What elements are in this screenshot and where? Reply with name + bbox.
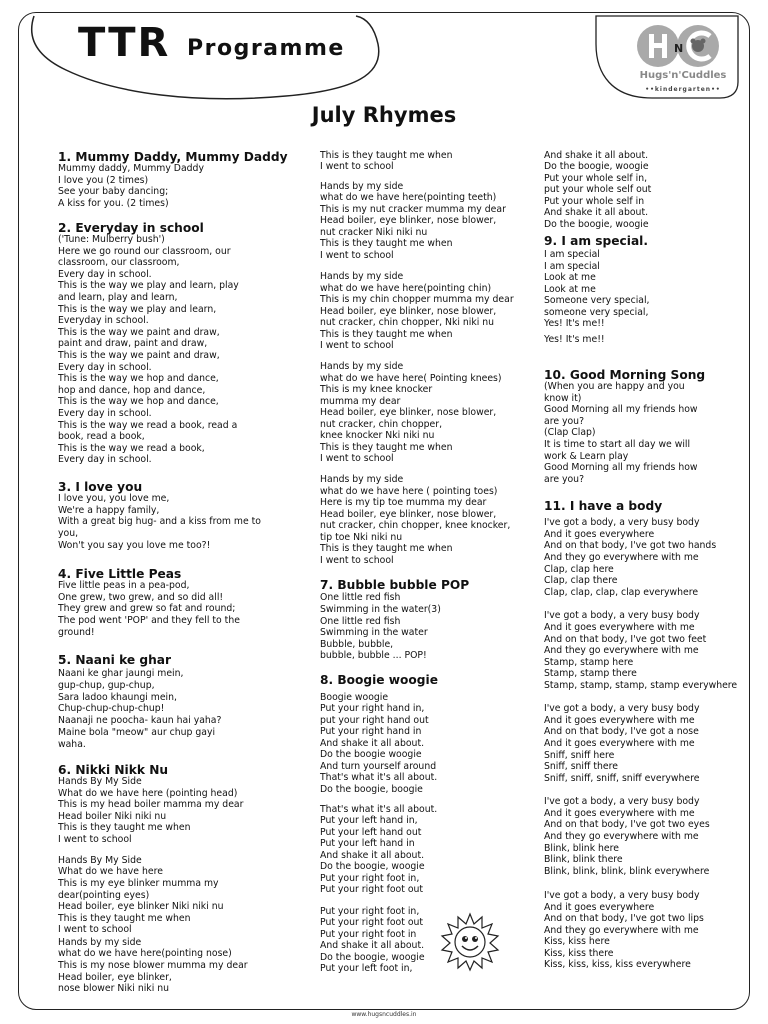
rhyme-line: Naani ke ghar jaungi mein, — [58, 668, 184, 679]
rhyme-line: Mummy daddy, Mummy Daddy — [58, 163, 204, 174]
rhyme-line: This is they taught me when — [320, 238, 453, 249]
rhyme-line: One little red fish — [320, 616, 401, 627]
rhyme-line: Hands by my side — [320, 361, 404, 372]
rhyme-line: Look at me — [544, 272, 596, 283]
rhyme-line: Maine bola "meow" aur chup gayi — [58, 727, 216, 738]
rhyme-line: Clap, clap, clap, clap everywhere — [544, 587, 699, 598]
rhyme-line: And on that body, I've got two lips — [544, 913, 704, 924]
rhyme-line: I went to school — [58, 834, 132, 845]
rhyme-heading: 7. Bubble bubble POP — [320, 578, 470, 592]
page-title: July Rhymes — [311, 103, 457, 127]
rhyme-line: Swimming in the water — [320, 627, 428, 638]
rhyme-line: I've got a body, a very busy body — [544, 517, 700, 528]
rhyme-line: Every day in school. — [58, 454, 152, 465]
rhyme-line: Clap, clap there — [544, 575, 618, 586]
rhyme-line: Stamp, stamp there — [544, 668, 637, 679]
rhyme-line: Hands by my side — [320, 181, 404, 192]
rhyme-line: And on that body, I've got two feet — [544, 634, 707, 645]
rhyme-line: And it goes everywhere with me — [544, 738, 695, 749]
rhyme-line: And on that body, I've got two eyes — [544, 819, 710, 830]
rhyme-line: Hands By My Side — [58, 776, 142, 787]
rhyme-line: nut cracker, chin chopper, Nki niki nu — [320, 317, 495, 328]
svg-text:N: N — [674, 42, 684, 55]
rhyme-line: Bubble, bubble, — [320, 639, 394, 650]
rhyme-line: One grew, two grew, and so did all! — [58, 592, 224, 603]
rhyme-line: Every day in school. — [58, 362, 152, 373]
rhyme-line: Blink, blink, blink, blink everywhere — [544, 866, 710, 877]
rhyme-line: Do the boogie, woogie — [544, 219, 649, 230]
rhyme-line: what do we have here( Pointing knees) — [320, 373, 502, 384]
rhyme-line: And it goes everywhere with me — [544, 715, 695, 726]
rhyme-heading: 11. I have a body — [544, 499, 663, 513]
rhyme-line: nut cracker Niki niki nu — [320, 227, 428, 238]
rhyme-line: Good Morning all my friends how — [544, 462, 698, 473]
rhyme-line: Sniff, sniff there — [544, 761, 618, 772]
rhyme-line: I love you, you love me, — [58, 493, 170, 504]
rhyme-line: The pod went 'POP' and they fell to the — [58, 615, 240, 626]
rhyme-line: This is the way we paint and draw, — [58, 327, 220, 338]
rhyme-line: Look at me — [544, 284, 596, 295]
rhyme-line: I love you (2 times) — [58, 175, 149, 186]
rhyme-line: I went to school — [320, 161, 394, 172]
rhyme-line: I went to school — [58, 924, 132, 935]
rhyme-line: And shake it all about. — [544, 207, 649, 218]
rhyme-line: nose blower Niki niki nu — [58, 983, 170, 994]
rhyme-line: This is the way we play and learn, play — [58, 280, 239, 291]
rhyme-heading: 9. I am special. — [544, 234, 648, 248]
rhyme-line: (When you are happy and you — [544, 381, 685, 392]
rhyme-line: Put your right hand in, — [320, 703, 425, 714]
rhyme-line: Head boiler, eye blinker, nose blower, — [320, 509, 497, 520]
rhyme-line: Blink, blink here — [544, 843, 619, 854]
rhyme-line: Five little peas in a pea-pod, — [58, 580, 190, 591]
rhyme-line: Yes! It's me!! — [544, 318, 605, 329]
rhyme-line: classroom, our classroom, — [58, 257, 180, 268]
programme-title-word: Programme — [187, 36, 345, 61]
rhyme-line: See your baby dancing; — [58, 186, 169, 197]
rhyme-line: This is my nut cracker mumma my dear — [320, 204, 506, 215]
rhyme-line: put your right hand out — [320, 715, 429, 726]
rhyme-line: And it goes everywhere — [544, 902, 655, 913]
rhyme-line: Put your whole self in, — [544, 173, 648, 184]
rhyme-line: Put your left hand out — [320, 827, 422, 838]
logo-name: Hugs'n'Cuddles — [639, 70, 727, 81]
rhyme-line: I went to school — [320, 453, 394, 464]
rhyme-line: waha. — [58, 739, 86, 750]
rhyme-line: Head boiler, eye blinker, nose blower, — [320, 306, 497, 317]
rhyme-line: Put your right foot in, — [320, 906, 420, 917]
rhyme-line: Put your left hand in, — [320, 815, 418, 826]
rhyme-line: This is my head boiler mamma my dear — [58, 799, 244, 810]
rhyme-line: Head boiler, eye blinker Niki niki nu — [58, 901, 224, 912]
rhyme-line: This is they taught me when — [320, 329, 453, 340]
rhyme-line: I am special — [544, 261, 600, 272]
rhyme-line: This is they taught me when — [320, 442, 453, 453]
rhyme-line: Here is my tip toe mumma my dear — [320, 497, 487, 508]
rhyme-line: I went to school — [320, 250, 394, 261]
rhyme-line: Put your right foot in, — [320, 873, 420, 884]
rhyme-line: Hands by my side — [320, 474, 404, 485]
rhyme-line: And they go everywhere with me — [544, 645, 699, 656]
rhyme-line: Do the boogie woogie — [320, 749, 422, 760]
rhyme-line: And they go everywhere with me — [544, 831, 699, 842]
rhyme-line: With a great big hug- and a kiss from me to — [58, 516, 261, 527]
rhyme-line: dear(pointing eyes) — [58, 890, 150, 901]
logo-subtitle: ••kindergarten•• — [645, 86, 721, 93]
rhyme-line: This is the way we play and learn, — [58, 304, 217, 315]
rhyme-line: Put your whole self in — [544, 196, 645, 207]
rhyme-heading: 3. I love you — [58, 480, 143, 494]
rhyme-line: This is the way we read a book, — [58, 443, 205, 454]
rhyme-line: Here we go round our classroom, our — [58, 246, 231, 257]
rhyme-line: And shake it all about. — [320, 940, 425, 951]
rhyme-line: knee knocker Nki niki nu — [320, 430, 435, 441]
rhyme-line: Hands by my side — [320, 271, 404, 282]
rhyme-line: One little red fish — [320, 592, 401, 603]
rhyme-line: I've got a body, a very busy body — [544, 796, 700, 807]
rhyme-line: Sniff, sniff, sniff, sniff everywhere — [544, 773, 700, 784]
rhyme-line: Chup-chup-chup-chup! — [58, 703, 165, 714]
rhyme-line: book, read a book, — [58, 431, 145, 442]
rhyme-line: Do the boogie, boogie — [320, 784, 423, 795]
rhyme-line: Swimming in the water(3) — [320, 604, 441, 615]
rhyme-line: This is they taught me when — [320, 150, 453, 161]
rhyme-line: Every day in school. — [58, 269, 152, 280]
rhyme-line: This is they taught me when — [58, 822, 191, 833]
rhyme-line: I went to school — [320, 340, 394, 351]
rhyme-line: what do we have here(pointing chin) — [320, 283, 492, 294]
rhyme-line: put your whole self out — [544, 184, 652, 195]
rhyme-line: I went to school — [320, 555, 394, 566]
rhyme-line: Blink, blink there — [544, 854, 623, 865]
rhyme-line: Clap, clap here — [544, 564, 614, 575]
rhyme-line: nut cracker, chin chopper, knee knocker, — [320, 520, 511, 531]
rhyme-heading: 1. Mummy Daddy, Mummy Daddy — [58, 150, 288, 164]
rhyme-line: And on that body, I've got two hands — [544, 540, 717, 551]
rhyme-line: Everyday in school. — [58, 315, 149, 326]
rhyme-line: Do the boogie, woogie — [544, 161, 649, 172]
rhyme-line: I've got a body, a very busy body — [544, 703, 700, 714]
rhyme-line: And shake it all about. — [544, 150, 649, 161]
rhyme-heading: 5. Naani ke ghar — [58, 653, 172, 667]
rhyme-line: This is the way we hop and dance, — [58, 396, 219, 407]
rhyme-line: This is my eye blinker mumma my — [58, 878, 219, 889]
rhyme-line: This is they taught me when — [320, 543, 453, 554]
rhyme-line: A kiss for you. (2 times) — [58, 198, 169, 209]
rhyme-line: Put your right hand in — [320, 726, 422, 737]
rhyme-heading: 2. Everyday in school — [58, 221, 204, 235]
rhyme-line: know it) — [544, 393, 582, 404]
rhyme-heading: 8. Boogie woogie — [320, 673, 438, 687]
rhyme-line: This is the way we paint and draw, — [58, 350, 220, 361]
rhyme-line: are you? — [544, 474, 585, 485]
rhyme-line: Naanaji ne poocha- kaun hai yaha? — [58, 715, 222, 726]
rhyme-line: And they go everywhere with me — [544, 552, 699, 563]
rhyme-line: Good Morning all my friends how — [544, 404, 698, 415]
rhyme-line: That's what it's all about. — [320, 804, 438, 815]
rhyme-line: What do we have here (pointing head) — [58, 788, 238, 799]
rhyme-line: ground! — [58, 627, 95, 638]
rhyme-line: (Clap Clap) — [544, 427, 596, 438]
rhyme-heading: 4. Five Little Peas — [58, 567, 182, 581]
rhyme-line: are you? — [544, 416, 585, 427]
rhyme-line: I've got a body, a very busy body — [544, 890, 700, 901]
rhyme-line: what do we have here(pointing nose) — [58, 948, 232, 959]
rhyme-line: It is time to start all day we will — [544, 439, 691, 450]
smiling-sun-icon — [440, 912, 500, 972]
rhyme-line: And on that body, I've got a nose — [544, 726, 699, 737]
rhyme-line: That's what it's all about. — [320, 772, 438, 783]
rhyme-line: And they go everywhere with me — [544, 925, 699, 936]
rhyme-line: And shake it all about. — [320, 850, 425, 861]
hnc-logo-icon — [636, 22, 722, 70]
rhyme-line: Every day in school. — [58, 408, 152, 419]
rhyme-line: ('Tune: Mulberry bush') — [58, 234, 165, 245]
rhyme-line: tip toe Nki niki nu — [320, 532, 403, 543]
rhyme-line: Head boiler, eye blinker, nose blower, — [320, 407, 497, 418]
rhyme-line: someone very special, — [544, 307, 649, 318]
rhyme-line: Put your left foot in, — [320, 963, 413, 974]
rhyme-line: and learn, play and learn, — [58, 292, 178, 303]
rhyme-line: Head boiler, eye blinker, nose blower, — [320, 215, 497, 226]
rhyme-line: And shake it all about. — [320, 738, 425, 749]
rhyme-line: Do the boogie, woogie — [320, 952, 425, 963]
rhyme-line: We're a happy family, — [58, 505, 160, 516]
rhyme-line: Hands By My Side — [58, 855, 142, 866]
rhyme-line: And turn yourself around — [320, 761, 437, 772]
rhyme-line: Someone very special, — [544, 295, 650, 306]
rhyme-line: Sara ladoo khaungi mein, — [58, 692, 177, 703]
rhyme-line: Sniff, sniff here — [544, 750, 615, 761]
rhyme-line: This is my knee knocker — [320, 384, 433, 395]
footer-url: www.hugsncuddles.in — [351, 1011, 417, 1018]
rhyme-line: Stamp, stamp here — [544, 657, 634, 668]
rhyme-line: Put your right foot out — [320, 884, 424, 895]
rhyme-line: Won't you say you love me too?! — [58, 540, 211, 551]
rhyme-line: They grew and grew so fat and round; — [58, 603, 236, 614]
rhyme-line: what do we have here(pointing teeth) — [320, 192, 497, 203]
rhyme-line: work & Learn play — [544, 451, 629, 462]
rhyme-line: Kiss, kiss, kiss, kiss everywhere — [544, 959, 691, 970]
rhyme-line: Stamp, stamp, stamp, stamp everywhere — [544, 680, 738, 691]
rhyme-line: Kiss, kiss here — [544, 936, 610, 947]
rhyme-line: What do we have here — [58, 866, 163, 877]
rhyme-line: Put your right foot out — [320, 917, 424, 928]
rhyme-line: This is my nose blower mumma my dear — [58, 960, 248, 971]
rhyme-line: Put your left hand in — [320, 838, 415, 849]
rhyme-line: And it goes everywhere with me — [544, 622, 695, 633]
rhyme-line: Yes! It's me!! — [544, 334, 605, 345]
rhyme-line: what do we have here ( pointing toes) — [320, 486, 498, 497]
rhyme-line: Hands by my side — [58, 937, 142, 948]
rhyme-line: And it goes everywhere with me — [544, 808, 695, 819]
rhyme-line: bubble, bubble ... POP! — [320, 650, 427, 661]
rhyme-line: Kiss, kiss there — [544, 948, 614, 959]
rhyme-heading: 6. Nikki Nikk Nu — [58, 763, 169, 777]
rhyme-line: This is my chin chopper mumma my dear — [320, 294, 514, 305]
rhyme-line: you, — [58, 528, 79, 539]
programme-title-ttr: TTR — [78, 20, 171, 66]
rhyme-line: Head boiler, eye blinker, — [58, 972, 172, 983]
rhyme-line: hop and dance, hop and dance, — [58, 385, 206, 396]
rhyme-line: gup-chup, gup-chup, — [58, 680, 155, 691]
rhyme-line: This is the way we read a book, read a — [58, 420, 238, 431]
rhyme-line: And it goes everywhere — [544, 529, 655, 540]
rhyme-line: I've got a body, a very busy body — [544, 610, 700, 621]
rhyme-line: Put your right foot in — [320, 929, 417, 940]
rhyme-line: mumma my dear — [320, 396, 401, 407]
rhyme-line: Do the boogie, woogie — [320, 861, 425, 872]
rhyme-line: This is they taught me when — [58, 913, 191, 924]
rhyme-line: I am special — [544, 249, 600, 260]
rhyme-line: Head boiler Niki niki nu — [58, 811, 167, 822]
rhyme-line: Boogie woogie — [320, 692, 389, 703]
rhyme-line: nut cracker, chin chopper, — [320, 419, 443, 430]
rhyme-line: This is the way we hop and dance, — [58, 373, 219, 384]
rhyme-heading: 10. Good Morning Song — [544, 368, 706, 382]
rhyme-line: paint and draw, paint and draw, — [58, 338, 208, 349]
